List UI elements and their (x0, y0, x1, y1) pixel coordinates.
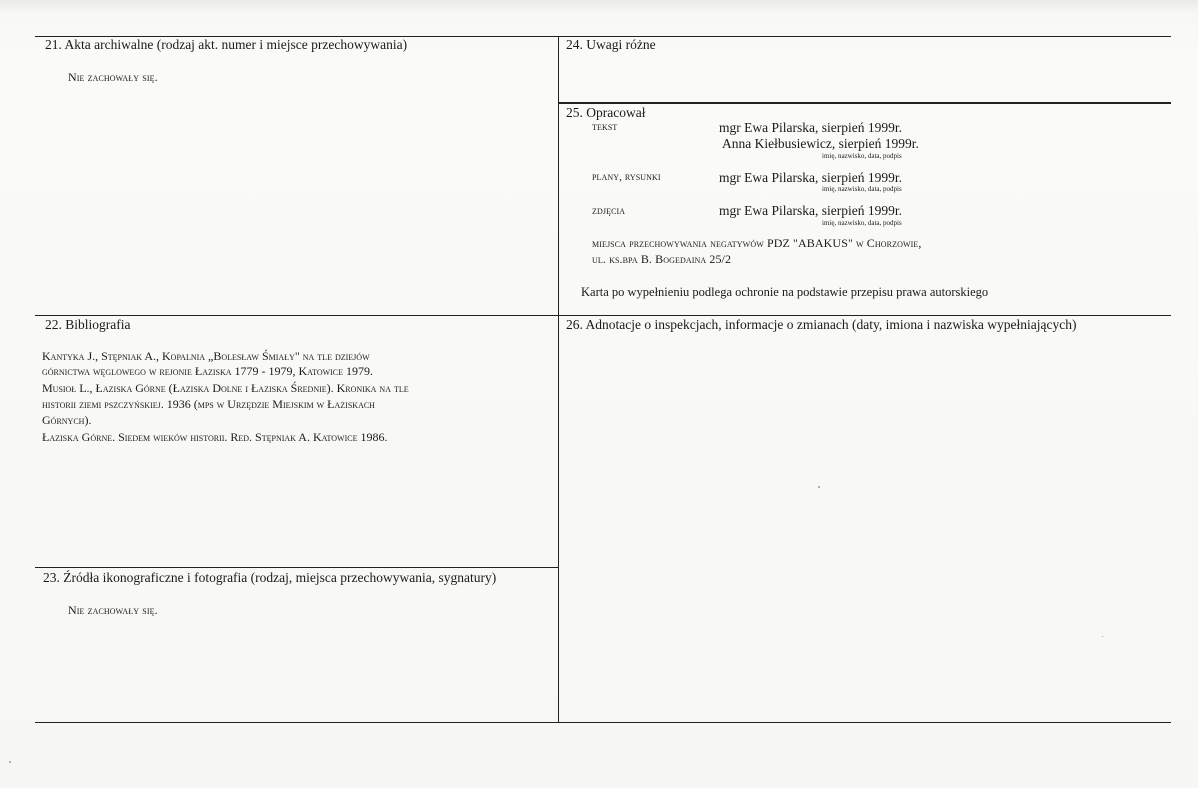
photos-label: zdjęcia (592, 205, 626, 217)
photos-author: mgr Ewa Pilarska, sierpień 1999r. (719, 203, 902, 218)
bibliography-line-3: Musioł L., Łaziska Górne (Łaziska Dolne i Łaziska Średnie). Kronika na tle (42, 381, 409, 395)
scan-speck (1102, 636, 1103, 637)
section-25-title: 25. Opracował (566, 105, 646, 120)
section-23-value: Nie zachowały się. (68, 603, 158, 617)
section-26-title: 26. Adnotacje o inspekcjach, informacje o zmianach (daty, imiona i nazwiska wypełniających) (566, 317, 1077, 332)
text-author-1: mgr Ewa Pilarska, sierpień 1999r. (719, 120, 902, 135)
section-21-value: Nie zachowały się. (68, 70, 158, 84)
scan-speck (9, 761, 11, 763)
middle-rule (35, 315, 1171, 316)
bibliography-line-1: Kantyka J., Stępniak A., Kopalnia „Bolesław Śmiały" na tle dziejów (42, 349, 370, 363)
bibliography-line-4: historii ziemi pszczyńskiej. 1936 (mps w Urzędzie Miejskim w Łaziskach (42, 397, 375, 411)
rule-22-23 (35, 567, 559, 568)
bibliography-line-6: Łaziska Górne. Siedem wieków historii. Red. Stępniak A. Katowice 1986. (42, 430, 388, 444)
section-21-title: 21. Akta archiwalne (rodzaj akt. numer i miejsce przechowywania) (45, 37, 408, 52)
negatives-location-line-2: ul. ks.bpa B. Bogedaina 25/2 (592, 252, 732, 266)
text-label: tekst (592, 121, 618, 133)
bottom-rule (35, 722, 1171, 723)
section-23-title: 23. Źródła ikonograficzne i fotografia (rodzaj, miejsca przechowywania, sygnatury) (43, 570, 497, 585)
signature-caption-2: imię, nazwisko, data, podpis (822, 185, 902, 193)
signature-caption-1: imię, nazwisko, data, podpis (822, 152, 902, 160)
rule-24-25 (558, 102, 1171, 104)
signature-caption-3: imię, nazwisko, data, podpis (822, 219, 902, 227)
negatives-location-line-1: miejsca przechowywania negatywów PDZ "ABAKUS" w Chorzowie, (592, 236, 922, 250)
center-divider (558, 36, 559, 723)
plans-label: plany, rysunki (592, 171, 661, 183)
section-24-title: 24. Uwagi różne (566, 37, 656, 52)
copyright-notice: Karta po wypełnieniu podlega ochronie na podstawie przepisu prawa autorskiego (581, 285, 989, 299)
scan-speck (818, 486, 820, 488)
bibliography-line-5: Górnych). (42, 413, 92, 427)
plans-author: mgr Ewa Pilarska, sierpień 1999r. (719, 170, 902, 185)
bibliography-line-2: górnictwa węglowego w rejonie Łaziska 1779 - 1979, Katowice 1979. (42, 364, 374, 378)
text-author-2: Anna Kiełbusiewicz, sierpień 1999r. (722, 136, 919, 151)
section-22-title: 22. Bibliografia (45, 317, 131, 332)
